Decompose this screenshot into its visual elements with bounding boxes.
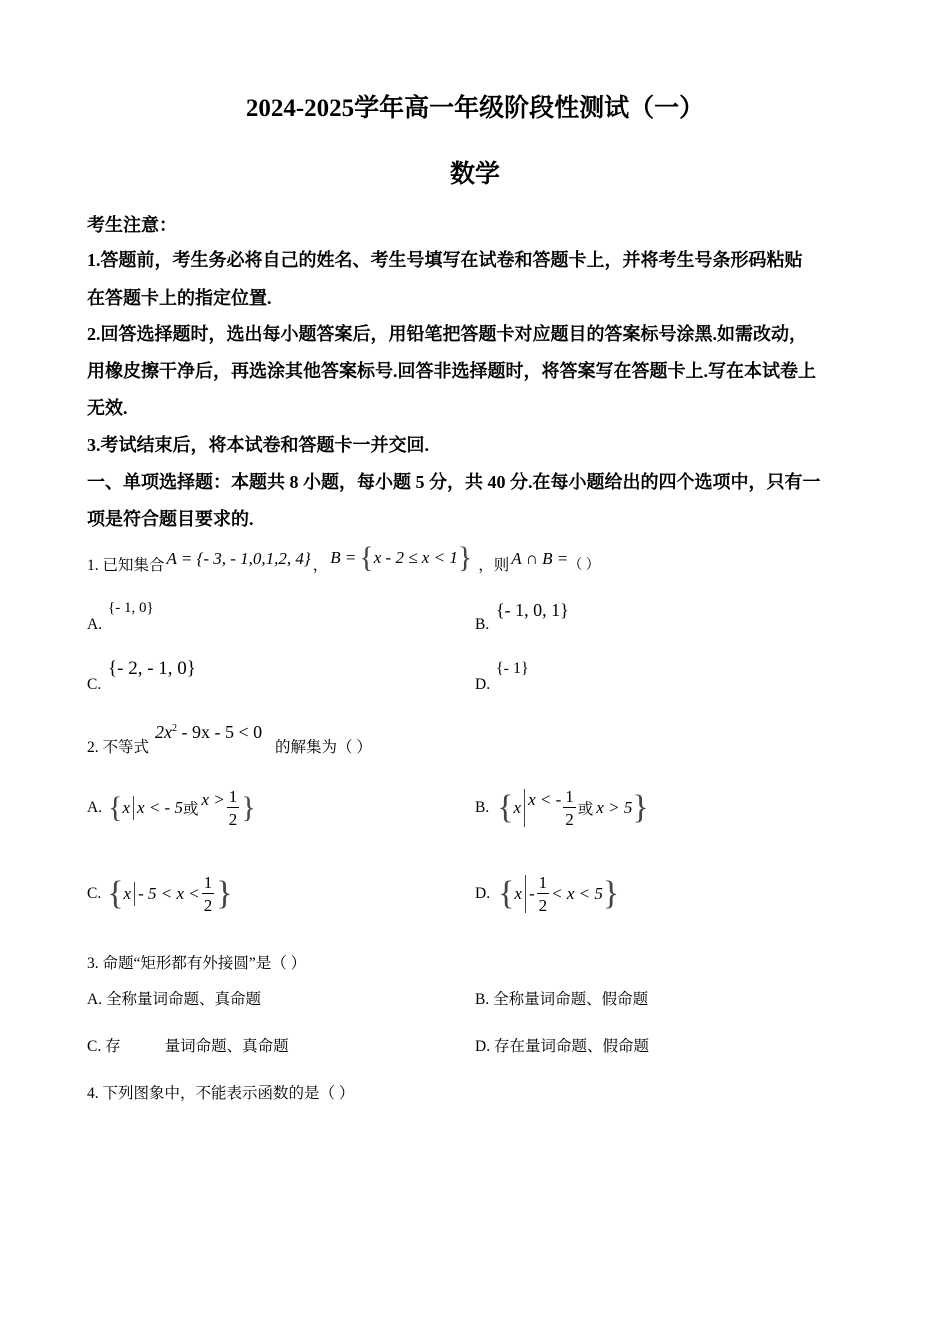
section-heading-line-1: 一、单项选择题：本题共 8 小题，每小题 5 分，共 40 分.在每小题给出的四个选项中，只有一 (87, 472, 821, 492)
q2-option-b-fraction (563, 788, 576, 828)
q1-set-b-close-brace: } (457, 541, 473, 574)
q2-option-c-separator (134, 882, 135, 906)
q2-option-a-denominator: 2 (228, 810, 238, 829)
q2-option-a-cond-1: x < - 5 (137, 798, 183, 817)
q2-option-a-close-brace: } (241, 791, 256, 824)
q1-prefix: 1. 已知集合 (87, 557, 165, 574)
q2-option-d-label: D. (475, 885, 491, 902)
q1-option-a-value: {- 1, 0} (108, 600, 154, 616)
q1-comma: ， (312, 557, 329, 574)
q1-option-d-value: {- 1} (496, 660, 529, 677)
q1-set-a: A = {- 3, - 1,0,1,2, 4} (166, 549, 311, 568)
q2-option-a-numerator: 1 (228, 787, 238, 806)
q2-inequality-exponent: 2 (172, 723, 177, 734)
q2-option-c-cond: - 5 < x < (138, 884, 200, 903)
notice-item-2-line-1: 2.回答选择题时，选出每小题答案后，用铅笔把答题卡对应题目的答案标号涂黑.如需改动， (87, 324, 807, 344)
q1-option-a-label: A. (87, 616, 103, 633)
question-3-stem: 3. 命题“矩形都有外接圆”是（ ） (87, 955, 307, 972)
q1-option-c-label: C. (87, 676, 102, 693)
q2-option-d-denominator: 2 (538, 896, 548, 915)
q1-option-c-value: {- 2, - 1, 0} (108, 658, 196, 679)
q2-option-c-numerator: 1 (203, 873, 213, 892)
q1-then: ，则 (478, 557, 510, 574)
q2-option-d-separator (525, 875, 526, 913)
q2-option-a-open-brace: { (108, 791, 123, 824)
q2-option-b-cond-1: x < - (528, 790, 562, 809)
q1-paren: （ ） (568, 558, 600, 573)
q2-option-b-separator (524, 789, 525, 827)
q2-option-b-cond-2: x > 5 (596, 798, 633, 817)
q2-option-b-close-brace: } (632, 789, 649, 826)
notice-item-2-line-3: 无效. (87, 398, 128, 418)
q2-option-a-cond-2: x > (201, 790, 225, 809)
q2-option-d-open-brace: { (498, 875, 515, 912)
q1-set-b-left: B = (330, 548, 357, 567)
q2-option-d-numerator: 1 (538, 873, 548, 892)
q2-option-d-close-brace: } (602, 875, 620, 912)
q2-option-c[interactable] (87, 866, 233, 922)
q2-option-c-fraction (202, 874, 215, 914)
q2-option-b-var: x (513, 798, 522, 817)
question-4-stem: 4. 下列图象中，不能表示函数的是（ ） (87, 1085, 355, 1102)
q2-inequality-lead: 2x (155, 722, 172, 742)
q1-set-b-body: x - 2 ≤ x < 1 (373, 548, 458, 567)
notice-item-1-line-2: 在答题卡上的指定位置. (87, 288, 272, 308)
exam-title: 2024-2025学年高一年级阶段性测试（一） (245, 95, 705, 122)
notice-item-2-line-2: 用橡皮擦干净后，再选涂其他答案标号.回答非选择题时，将答案写在答题卡上.写在本试卷上 (87, 361, 816, 381)
q2-suffix: 的解集为（ ） (275, 739, 372, 756)
q1-option-b-label: B. (475, 616, 490, 633)
q2-option-a-or: 或 (182, 801, 199, 818)
q2-option-b-label: B. (475, 799, 490, 816)
q2-option-a-fraction (227, 788, 240, 828)
q2-option-a-var: x (122, 798, 131, 817)
notice-heading: 考生注意： (87, 215, 177, 235)
subject-title: 数学 (449, 161, 500, 188)
q1-set-b-open-brace: { (359, 541, 374, 574)
q2-option-a-label: A. (87, 799, 103, 816)
q2-option-c-label: C. (87, 885, 102, 902)
q1-option-d-label: D. (475, 676, 491, 693)
q1-expression: A ∩ B = (511, 549, 569, 568)
q2-option-b-numerator: 1 (565, 787, 574, 806)
q2-option-c-denominator: 2 (203, 896, 213, 915)
q2-inequality-rest: - 9x - 5 < 0 (177, 722, 263, 742)
q2-inequality (155, 722, 262, 743)
q2-prefix: 2. 不等式 (87, 739, 150, 756)
q3-option-c[interactable] (87, 1034, 289, 1056)
q2-option-b-denominator: 2 (565, 810, 574, 829)
notice-item-1-line-1: 1.答题前，考生务必将自己的姓名、考生号填写在试卷和答题卡上，并将考生号条形码粘贴 (87, 250, 803, 270)
q2-option-d-var: x (514, 884, 522, 903)
q2-option-b[interactable] (475, 780, 649, 836)
q3-option-a[interactable]: A. 全称量词命题、真命题 (87, 991, 261, 1008)
q2-option-c-close-brace: } (216, 875, 233, 912)
q3-option-d[interactable]: D. 存在量词命题、假命题 (475, 1038, 649, 1055)
q2-option-a[interactable] (87, 782, 256, 834)
q2-option-d-cond: < x < 5 (551, 884, 603, 903)
q2-option-c-var: x (123, 884, 132, 903)
section-heading-line-2: 项是符合题目要求的. (87, 509, 254, 529)
q2-option-b-open-brace: { (497, 789, 514, 826)
q2-option-d-minus: - (528, 884, 535, 903)
notice-item-3: 3.考试结束后，将本试卷和答题卡一并交回. (87, 435, 429, 455)
q2-option-d-fraction (537, 874, 550, 914)
q3-option-c-prefix: C. 存 (87, 1038, 121, 1055)
q3-option-c-rest: 量词命题、真命题 (164, 1038, 289, 1055)
question-1-stem (87, 541, 600, 580)
q1-option-b-value: {- 1, 0, 1} (496, 600, 569, 620)
q2-option-c-open-brace: { (107, 875, 124, 912)
q2-option-a-separator (133, 796, 134, 820)
q3-option-b[interactable]: B. 全称量词命题、假命题 (475, 991, 649, 1008)
q2-option-b-or: 或 (577, 801, 594, 818)
q2-option-d[interactable] (475, 866, 619, 922)
